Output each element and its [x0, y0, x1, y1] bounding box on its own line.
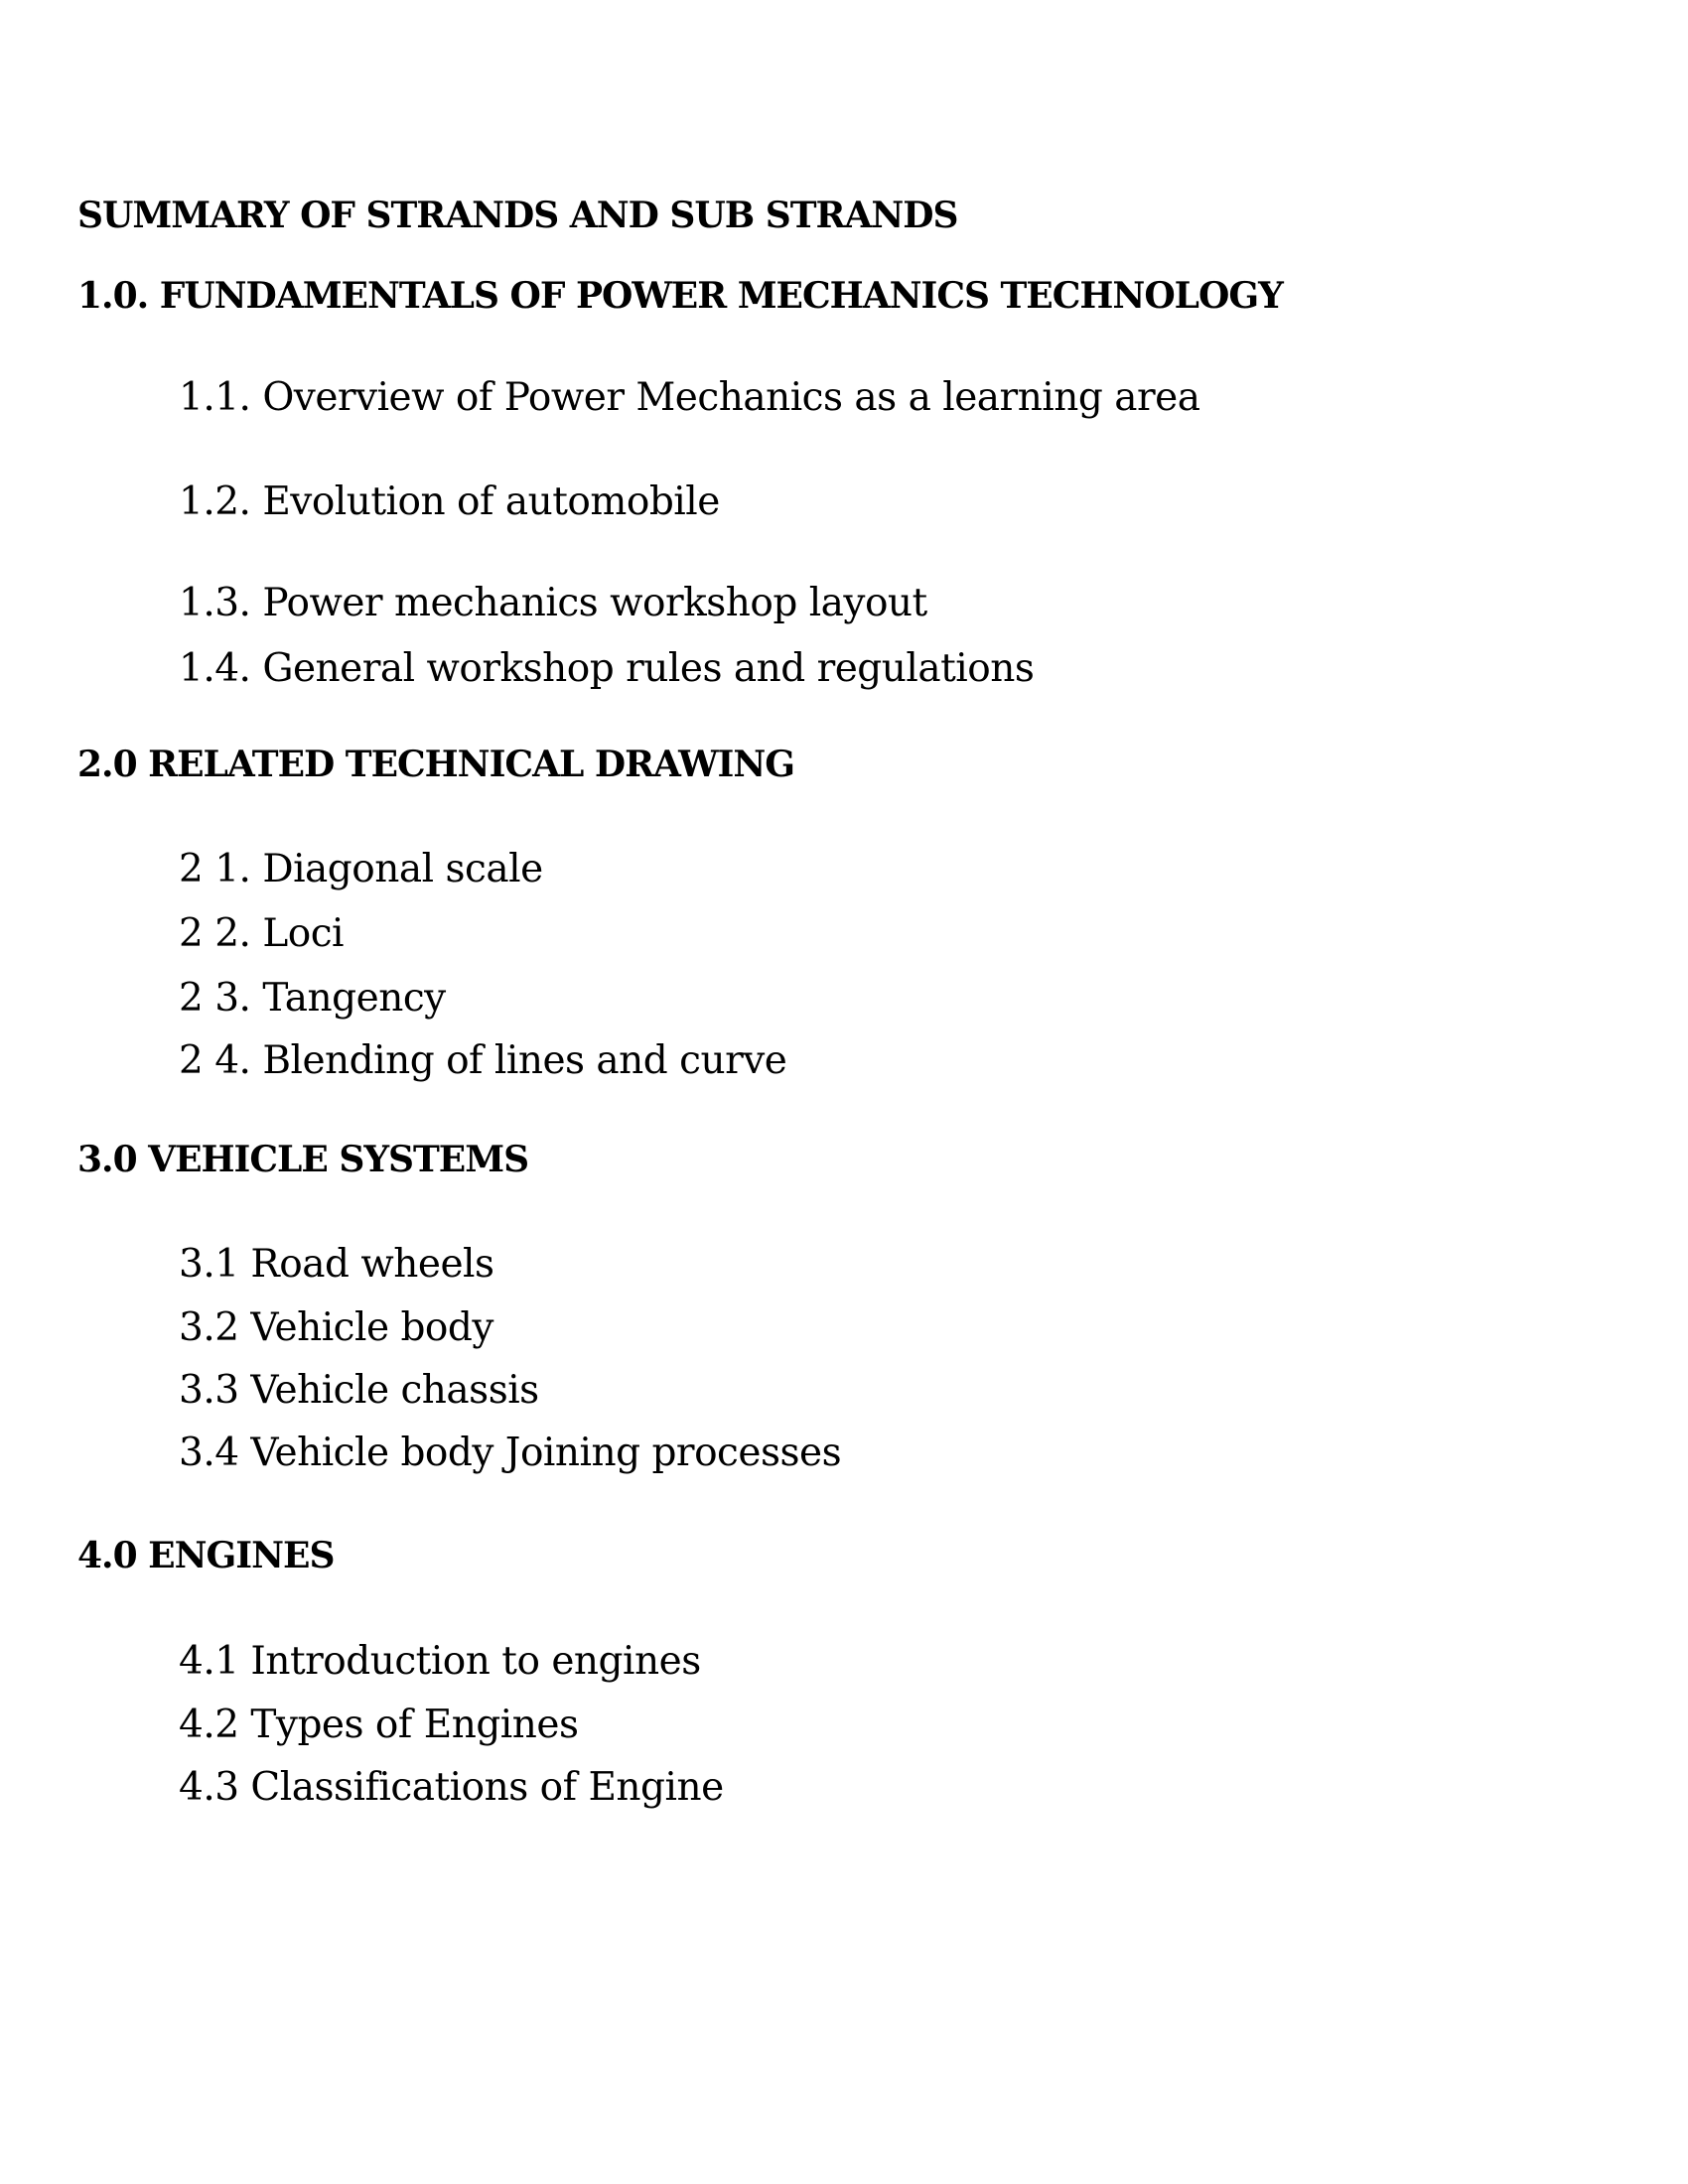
document-title: SUMMARY OF STRANDS AND SUB STRANDS [77, 195, 958, 236]
section-1-item-4: 1.4. General workshop rules and regulations [179, 646, 1035, 691]
section-4-heading: 4.0 ENGINES [77, 1535, 335, 1576]
section-3-item-2: 3.2 Vehicle body [179, 1305, 493, 1350]
section-4-item-3: 4.3 Classifications of Engine [179, 1765, 724, 1810]
section-2-item-3: 2 3. Tangency [179, 976, 446, 1021]
section-3-item-4: 3.4 Vehicle body Joining processes [179, 1431, 842, 1475]
section-4-item-1: 4.1 Introduction to engines [179, 1639, 701, 1684]
section-1-item-3: 1.3. Power mechanics workshop layout [179, 581, 927, 625]
section-1-item-2: 1.2. Evolution of automobile [179, 479, 720, 524]
section-2-item-2: 2 2. Loci [179, 911, 345, 956]
section-4-item-2: 4.2 Types of Engines [179, 1703, 579, 1747]
section-2-item-1: 2 1. Diagonal scale [179, 847, 543, 891]
section-3-item-1: 3.1 Road wheels [179, 1242, 494, 1287]
section-1-heading: 1.0. FUNDAMENTALS OF POWER MECHANICS TECHNOLOGY [77, 275, 1283, 317]
section-3-heading: 3.0 VEHICLE SYSTEMS [77, 1139, 529, 1180]
section-3-item-3: 3.3 Vehicle chassis [179, 1368, 539, 1413]
section-1-item-1: 1.1. Overview of Power Mechanics as a learning area [179, 375, 1200, 420]
section-2-item-4: 2 4. Blending of lines and curve [179, 1038, 787, 1083]
section-2-heading: 2.0 RELATED TECHNICAL DRAWING [77, 744, 795, 785]
